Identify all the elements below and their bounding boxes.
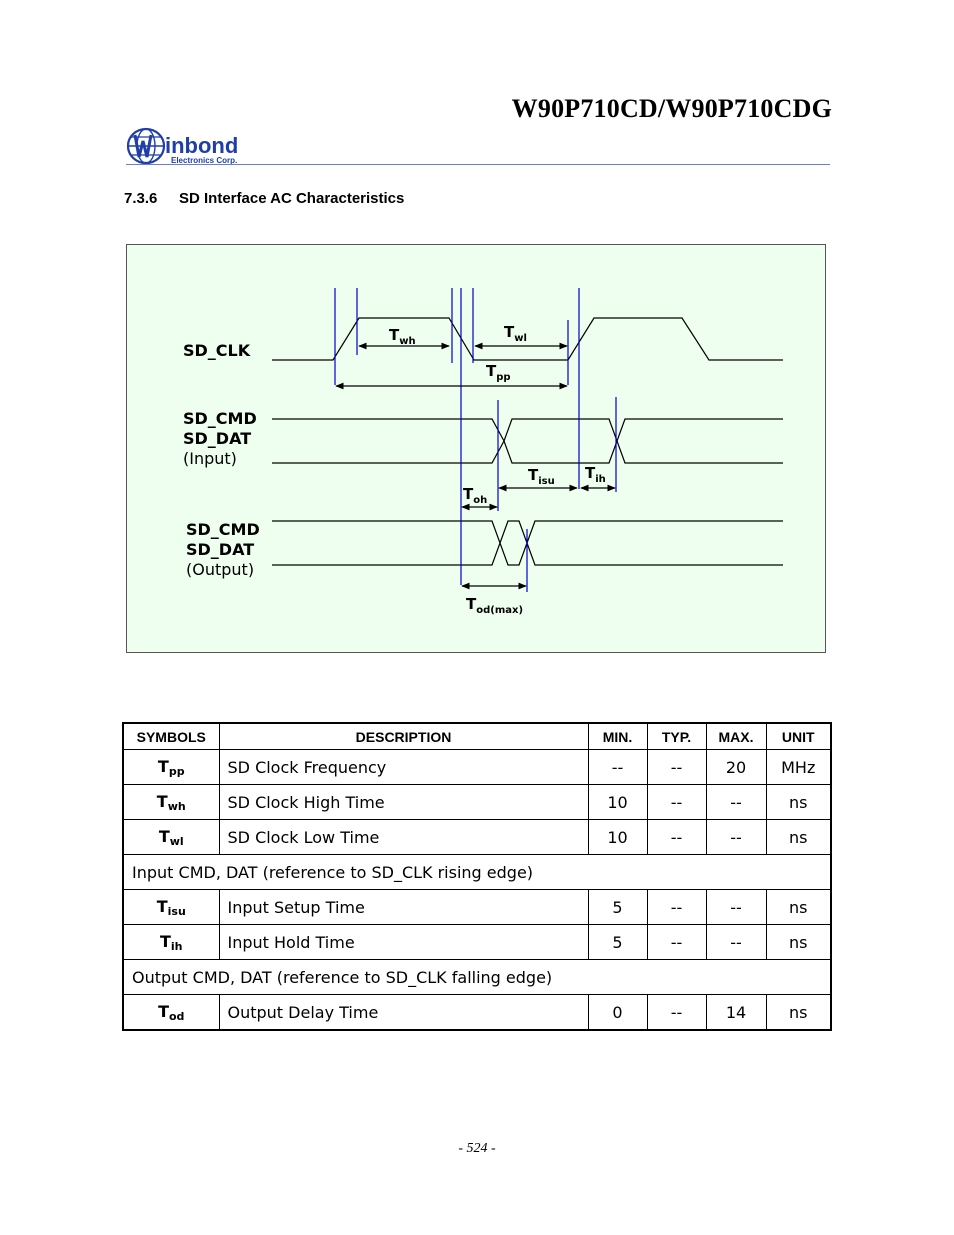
unit-cell: ns — [766, 785, 831, 820]
table-row — [123, 925, 831, 960]
min-cell: 10 — [588, 820, 647, 855]
max-cell: 20 — [706, 750, 766, 785]
globe-icon — [128, 129, 164, 163]
group-heading-output: Output CMD, DAT (reference to SD_CLK falling edge) — [123, 960, 831, 995]
group-heading-input: Input CMD, DAT (reference to SD_CLK rising edge) — [123, 855, 831, 890]
sd-ac-characteristics-table — [122, 722, 832, 1031]
header-description: DESCRIPTION — [219, 723, 588, 750]
max-cell: -- — [706, 820, 766, 855]
max-cell: -- — [706, 925, 766, 960]
description-cell: Input Hold Time — [219, 925, 588, 960]
max-cell: -- — [706, 890, 766, 925]
header-min: MIN. — [588, 723, 647, 750]
symbol-cell: $T_{wh}$ — [123, 785, 219, 820]
table-header-row — [123, 723, 831, 750]
typ-cell: -- — [647, 995, 706, 1031]
header-max: MAX. — [706, 723, 766, 750]
timing-label-twh: $T_{wh}$ — [389, 326, 416, 347]
table-row — [123, 890, 831, 925]
signal-label-input: SD_CMD SD_DAT (Input) — [183, 409, 257, 468]
logo-subtitle: Electronics Corp. — [171, 156, 238, 165]
min-cell: 0 — [588, 995, 647, 1031]
description-cell: Input Setup Time — [219, 890, 588, 925]
page-number: - 524 - — [458, 1141, 496, 1156]
unit-cell: ns — [766, 890, 831, 925]
timing-waveforms — [127, 245, 827, 654]
input-bus-waveform — [272, 419, 783, 463]
symbol-cell: $T_{od}$ — [123, 995, 219, 1031]
min-cell: 5 — [588, 925, 647, 960]
description-cell: Output Delay Time — [219, 995, 588, 1031]
max-cell: 14 — [706, 995, 766, 1031]
section-title: SD Interface AC Characteristics — [179, 190, 405, 207]
unit-cell: MHz — [766, 750, 831, 785]
header-unit: UNIT — [766, 723, 831, 750]
table-row — [123, 750, 831, 785]
table-row — [123, 785, 831, 820]
signal-label-sd-clk: SD_CLK — [183, 341, 251, 360]
table-group-row — [123, 960, 831, 995]
min-cell: 5 — [588, 890, 647, 925]
table-row — [123, 995, 831, 1031]
typ-cell: -- — [647, 820, 706, 855]
typ-cell: -- — [647, 750, 706, 785]
timing-label-twl: $T_{wl}$ — [504, 323, 527, 344]
document-title: W90P710CD/W90P710CDG — [511, 94, 832, 123]
table-group-row — [123, 855, 831, 890]
symbol-cell: $T_{wl}$ — [123, 820, 219, 855]
unit-cell: ns — [766, 820, 831, 855]
signal-label-output: SD_CMD SD_DAT (Output) — [186, 520, 260, 579]
section-heading — [124, 190, 404, 207]
timing-label-tod-max: $T_{od(max)}$ — [466, 595, 524, 616]
symbol-cell: $T_{ih}$ — [123, 925, 219, 960]
description-cell: SD Clock Low Time — [219, 820, 588, 855]
reference-markers — [335, 288, 616, 592]
typ-cell: -- — [647, 890, 706, 925]
logo-wordmark: inbond — [165, 133, 239, 158]
header-symbols: SYMBOLS — [123, 723, 219, 750]
dimension-arrows — [336, 346, 615, 586]
min-cell: 10 — [588, 785, 647, 820]
description-cell: SD Clock Frequency — [219, 750, 588, 785]
header-rule — [126, 164, 830, 165]
symbol-cell: $T_{isu}$ — [123, 890, 219, 925]
timing-label-tih: $T_{ih}$ — [585, 464, 606, 485]
section-number: 7.3.6 — [124, 190, 158, 207]
timing-label-tisu: $T_{isu}$ — [528, 466, 555, 487]
header-typ: TYP. — [647, 723, 706, 750]
min-cell: -- — [588, 750, 647, 785]
symbol-cell: $T_{pp}$ — [123, 750, 219, 785]
description-cell: SD Clock High Time — [219, 785, 588, 820]
timing-label-toh: $T_{oh}$ — [463, 485, 488, 506]
timing-diagram — [126, 244, 826, 653]
typ-cell: -- — [647, 785, 706, 820]
max-cell: -- — [706, 785, 766, 820]
timing-label-tpp: $T_{pp}$ — [486, 362, 511, 383]
unit-cell: ns — [766, 925, 831, 960]
table-row — [123, 820, 831, 855]
typ-cell: -- — [647, 925, 706, 960]
sd-clk-waveform — [272, 318, 783, 360]
winbond-logo — [127, 126, 252, 166]
unit-cell: ns — [766, 995, 831, 1031]
